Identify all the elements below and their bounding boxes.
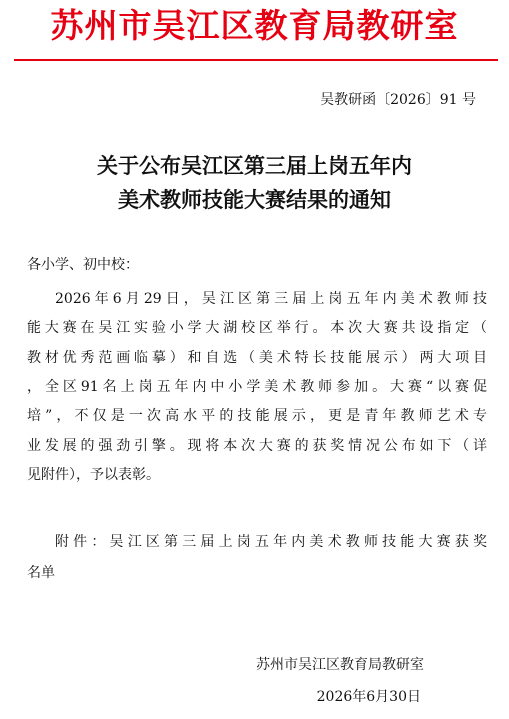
body-paragraph-line: 培”，不仅是一次高水平的技能展示，更是青年教师艺术专: [27, 408, 487, 424]
body-paragraph-line: 教材优秀范画临摹）和自选（美术特长技能展示）两大项目: [27, 350, 487, 366]
document-number: 吴教研函〔2026〕91 号: [320, 92, 476, 108]
document-title-line: 关于公布吴江区第三届上岗五年内: [97, 153, 412, 178]
attachment-line: 附件：吴江区第三届上岗五年内美术教师技能大赛获奖: [55, 534, 487, 550]
body-paragraph-line: 业发展的强劲引擎。现将本次大赛的获奖情况公布如下（详: [27, 438, 487, 454]
document-title-line: 美术教师技能大赛结果的通知: [118, 187, 391, 212]
letterhead-red-rule: [14, 59, 498, 61]
issue-date: 2026年6月30日: [316, 689, 421, 705]
body-paragraph-line: 能大赛在吴江实验小学大湖校区举行。本次大赛共设指定（: [27, 320, 487, 336]
salutation: 各小学、初中校：: [27, 257, 139, 273]
issuer-signature: 苏州市吴江区教育局教研室: [256, 657, 424, 673]
body-paragraph-line: 2026年6月29日，吴江区第三届上岗五年内美术教师技: [55, 291, 487, 307]
letterhead-title: 苏州市吴江区教育局教研室: [50, 6, 459, 45]
body-paragraph-line: 见附件），予以表彰。: [27, 467, 160, 483]
attachment-line: 名单: [27, 565, 55, 581]
body-paragraph-line: ，全区91名上岗五年内中小学美术教师参加。大赛“以赛促: [27, 379, 487, 395]
